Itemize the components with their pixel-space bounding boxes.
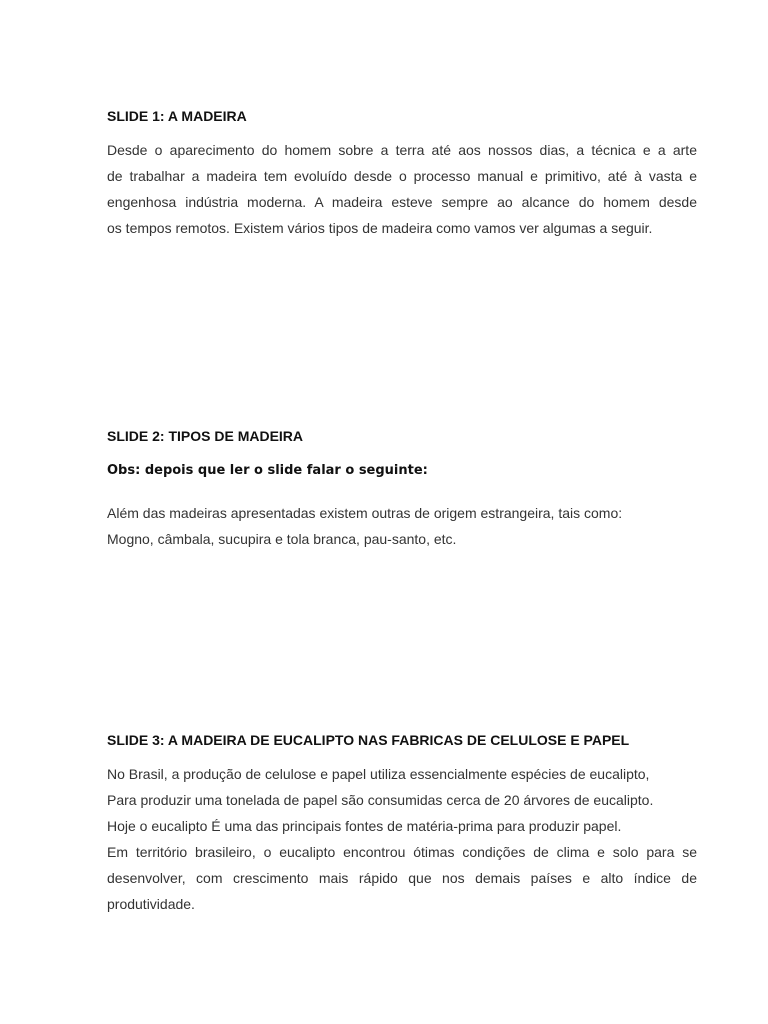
slide2-note: Obs: depois que ler o slide falar o seguinte: [107, 463, 428, 478]
slide3-paragraph [107, 761, 697, 917]
slide3-line: No Brasil, a produção de celulose e papel utiliza essencialmente espécies de eucalipto, [107, 766, 650, 782]
slide1-line: Desde o aparecimento do homem sobre a terra até aos nossos dias, a técnica e a arte [107, 142, 697, 158]
slide2-paragraph [107, 500, 697, 552]
slide1-paragraph [107, 137, 697, 241]
slide1-line: os tempos remotos. Existem vários tipos de madeira como vamos ver algumas a seguir. [107, 220, 653, 236]
slide3-line: Em território brasileiro, o eucalipto encontrou ótimas condições de clima e solo para se [107, 844, 697, 860]
slide3-line: Hoje o eucalipto É uma das principais fontes de matéria-prima para produzir papel. [107, 818, 622, 834]
slide3-line: desenvolver, com crescimento mais rápido que nos demais países e alto índice de [107, 870, 697, 886]
slide1-line: de trabalhar a madeira tem evoluído desde o processo manual e primitivo, até à vasta e [107, 168, 697, 184]
slide3-line: produtividade. [107, 896, 195, 912]
slide1-line: engenhosa indústria moderna. A madeira esteve sempre ao alcance do homem desde [107, 194, 697, 210]
slide3-heading: SLIDE 3: A MADEIRA DE EUCALIPTO NAS FABRICAS DE CELULOSE E PAPEL [107, 732, 630, 748]
slide2-line: Além das madeiras apresentadas existem outras de origem estrangeira, tais como: [107, 505, 623, 521]
slide2-heading: SLIDE 2: TIPOS DE MADEIRA [107, 428, 304, 444]
slide1-heading: SLIDE 1: A MADEIRA [107, 108, 247, 124]
slide2-line: Mogno, câmbala, sucupira e tola branca, pau-santo, etc. [107, 531, 457, 547]
slide3-line: Para produzir uma tonelada de papel são consumidas cerca de 20 árvores de eucalipto. [107, 792, 654, 808]
